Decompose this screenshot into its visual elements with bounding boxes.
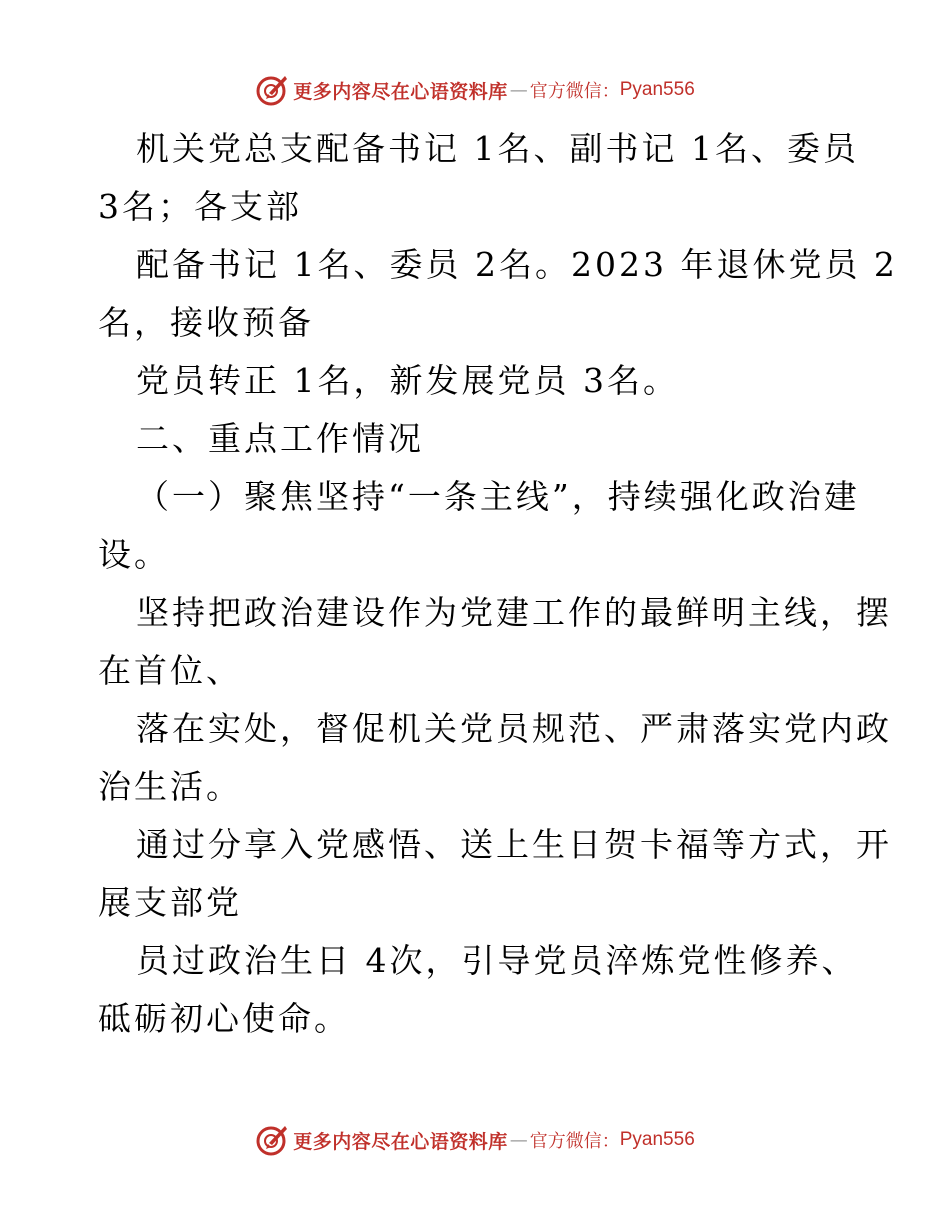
paragraph-continuation: 在首位、: [98, 651, 242, 690]
paragraph-line: 员过政治生日 4次，引导党员淬炼党性修养、: [136, 941, 858, 980]
watermark-wechat-label: 官方微信：: [529, 1131, 620, 1152]
paragraph-continuation: 设。: [98, 535, 170, 574]
paragraph-3: [98, 352, 850, 410]
section-heading: [98, 410, 850, 468]
paragraph-line: 坚持把政治建设作为党建工作的最鲜明主线，摆: [136, 593, 892, 632]
paragraph-continuation: 砥砺初心使命。: [98, 999, 350, 1038]
watermark-site-name: 更多内容尽在心语资料库: [293, 1130, 508, 1153]
watermark-site-name: 更多内容尽在心语资料库: [293, 80, 508, 103]
paragraph-line: 落在实处，督促机关党员规范、严肃落实党内政: [136, 709, 892, 748]
watermark-header: [0, 70, 950, 110]
paragraph-continuation: 3名；各支部: [98, 187, 302, 226]
paragraph-9: [98, 932, 858, 1048]
paragraph-continuation: 治生活。: [98, 767, 242, 806]
watermark-dash: —: [509, 1129, 528, 1151]
subsection-heading-text: （一）聚焦坚持“一条主线”，持续强化政治建: [136, 477, 860, 516]
paragraph-1: [98, 120, 859, 236]
paragraph-8: [98, 816, 892, 932]
paragraph-line: 配备书记 1名、委员 2名。2023 年退休党员 2: [136, 245, 898, 284]
watermark-dash: —: [509, 79, 528, 101]
paragraph-continuation: 名，接收预备: [98, 303, 314, 342]
paragraph-continuation: 展支部党: [98, 883, 242, 922]
watermark-wechat-id: Pyan556: [619, 1129, 695, 1150]
watermark-wechat-id: Pyan556: [619, 79, 695, 100]
section-heading-text: 二、重点工作情况: [136, 419, 424, 458]
watermark-wechat-label: 官方微信：: [529, 81, 620, 102]
paragraph-7: [98, 700, 892, 816]
quill-logo-icon: [255, 73, 289, 107]
subsection-heading: [98, 468, 860, 584]
paragraph-line: 机关党总支配备书记 1名、副书记 1名、委员: [136, 129, 859, 168]
watermark-footer: [0, 1120, 950, 1160]
paragraph-line: 党员转正 1名，新发展党员 3名。: [136, 361, 679, 400]
paragraph-line: 通过分享入党感悟、送上生日贺卡福等方式，开: [136, 825, 892, 864]
document-body: [98, 120, 898, 1048]
paragraph-6: [98, 584, 892, 700]
quill-logo-icon: [255, 1123, 289, 1157]
paragraph-2: [98, 236, 898, 352]
